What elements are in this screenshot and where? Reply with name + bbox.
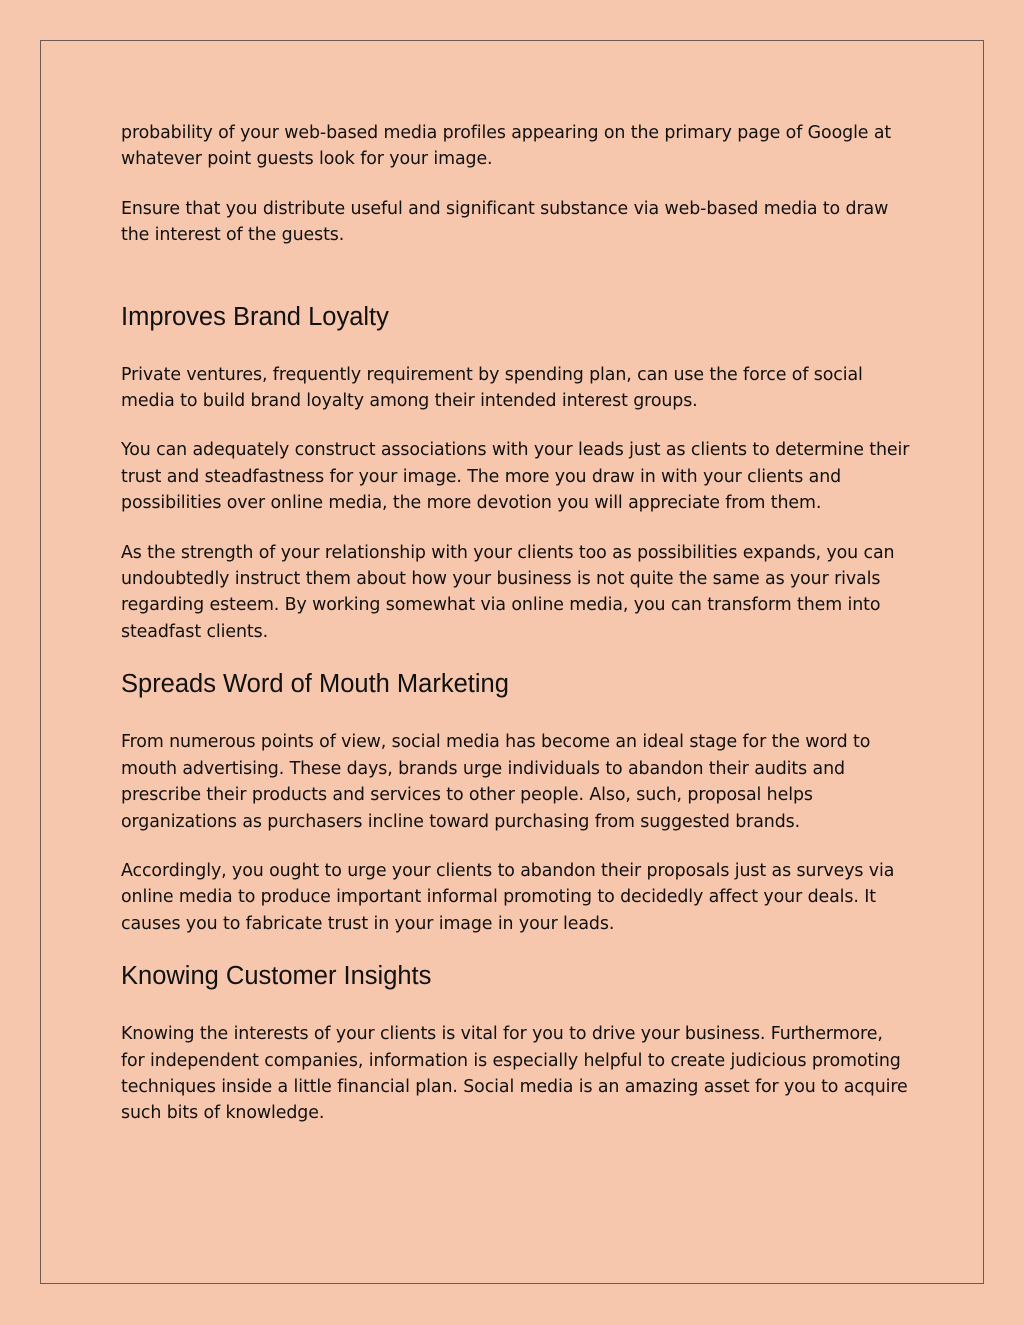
word-of-mouth-paragraph-1: From numerous points of view, social media has become an ideal stage for the word to mouth advertising. These days, brands urge individuals to abandon their audits and prescribe their products and services to other people. Also, such, proposal helps organizations as purchasers incline toward purchasing from suggested brands.: [121, 732, 871, 832]
customer-insights-paragraph-1: Knowing the interests of your clients is vital for you to drive your business. Furthermore, for independent companies, information is especially helpful to create judicious promoting techniques inside a little financial plan. Social media is an amazing asset for you to acquire such bits of knowledge.: [121, 1024, 908, 1124]
heading-improves-brand-loyalty: Improves Brand Loyalty: [121, 302, 389, 331]
brand-loyalty-paragraph-3: As the strength of your relationship with your clients too as possibilities expands, you can undoubtedly instruct them about how your business is not quite the same as your rivals regarding esteem. By working somewhat via online media, you can transform them into steadfast clients.: [121, 542, 895, 642]
heading-customer-insights: Knowing Customer Insights: [121, 962, 432, 991]
intro-paragraph-1: probability of your web-based media profiles appearing on the primary page of Google at whatever point guests look for your image.: [121, 123, 892, 170]
intro-paragraph-2: Ensure that you distribute useful and significant substance via web-based media to draw the interest of the guests.: [121, 198, 889, 246]
document-body: [121, 120, 911, 1150]
heading-word-of-mouth: Spreads Word of Mouth Marketing: [121, 670, 509, 699]
brand-loyalty-paragraph-1: Private ventures, frequently requirement by spending plan, can use the force of social media to build brand loyalty among their intended interest groups.: [121, 364, 863, 412]
word-of-mouth-paragraph-2: Accordingly, you ought to urge your clients to abandon their proposals just as surveys via online media to produce important informal promoting to decidedly affect your deals. It causes you to fabricate trust in your image in your leads.: [121, 860, 895, 934]
brand-loyalty-paragraph-2: You can adequately construct associations with your leads just as clients to determine their trust and steadfastness for your image. The more you draw in with your clients and possibilities over online media, the more devotion you will appreciate from them.: [121, 440, 910, 514]
